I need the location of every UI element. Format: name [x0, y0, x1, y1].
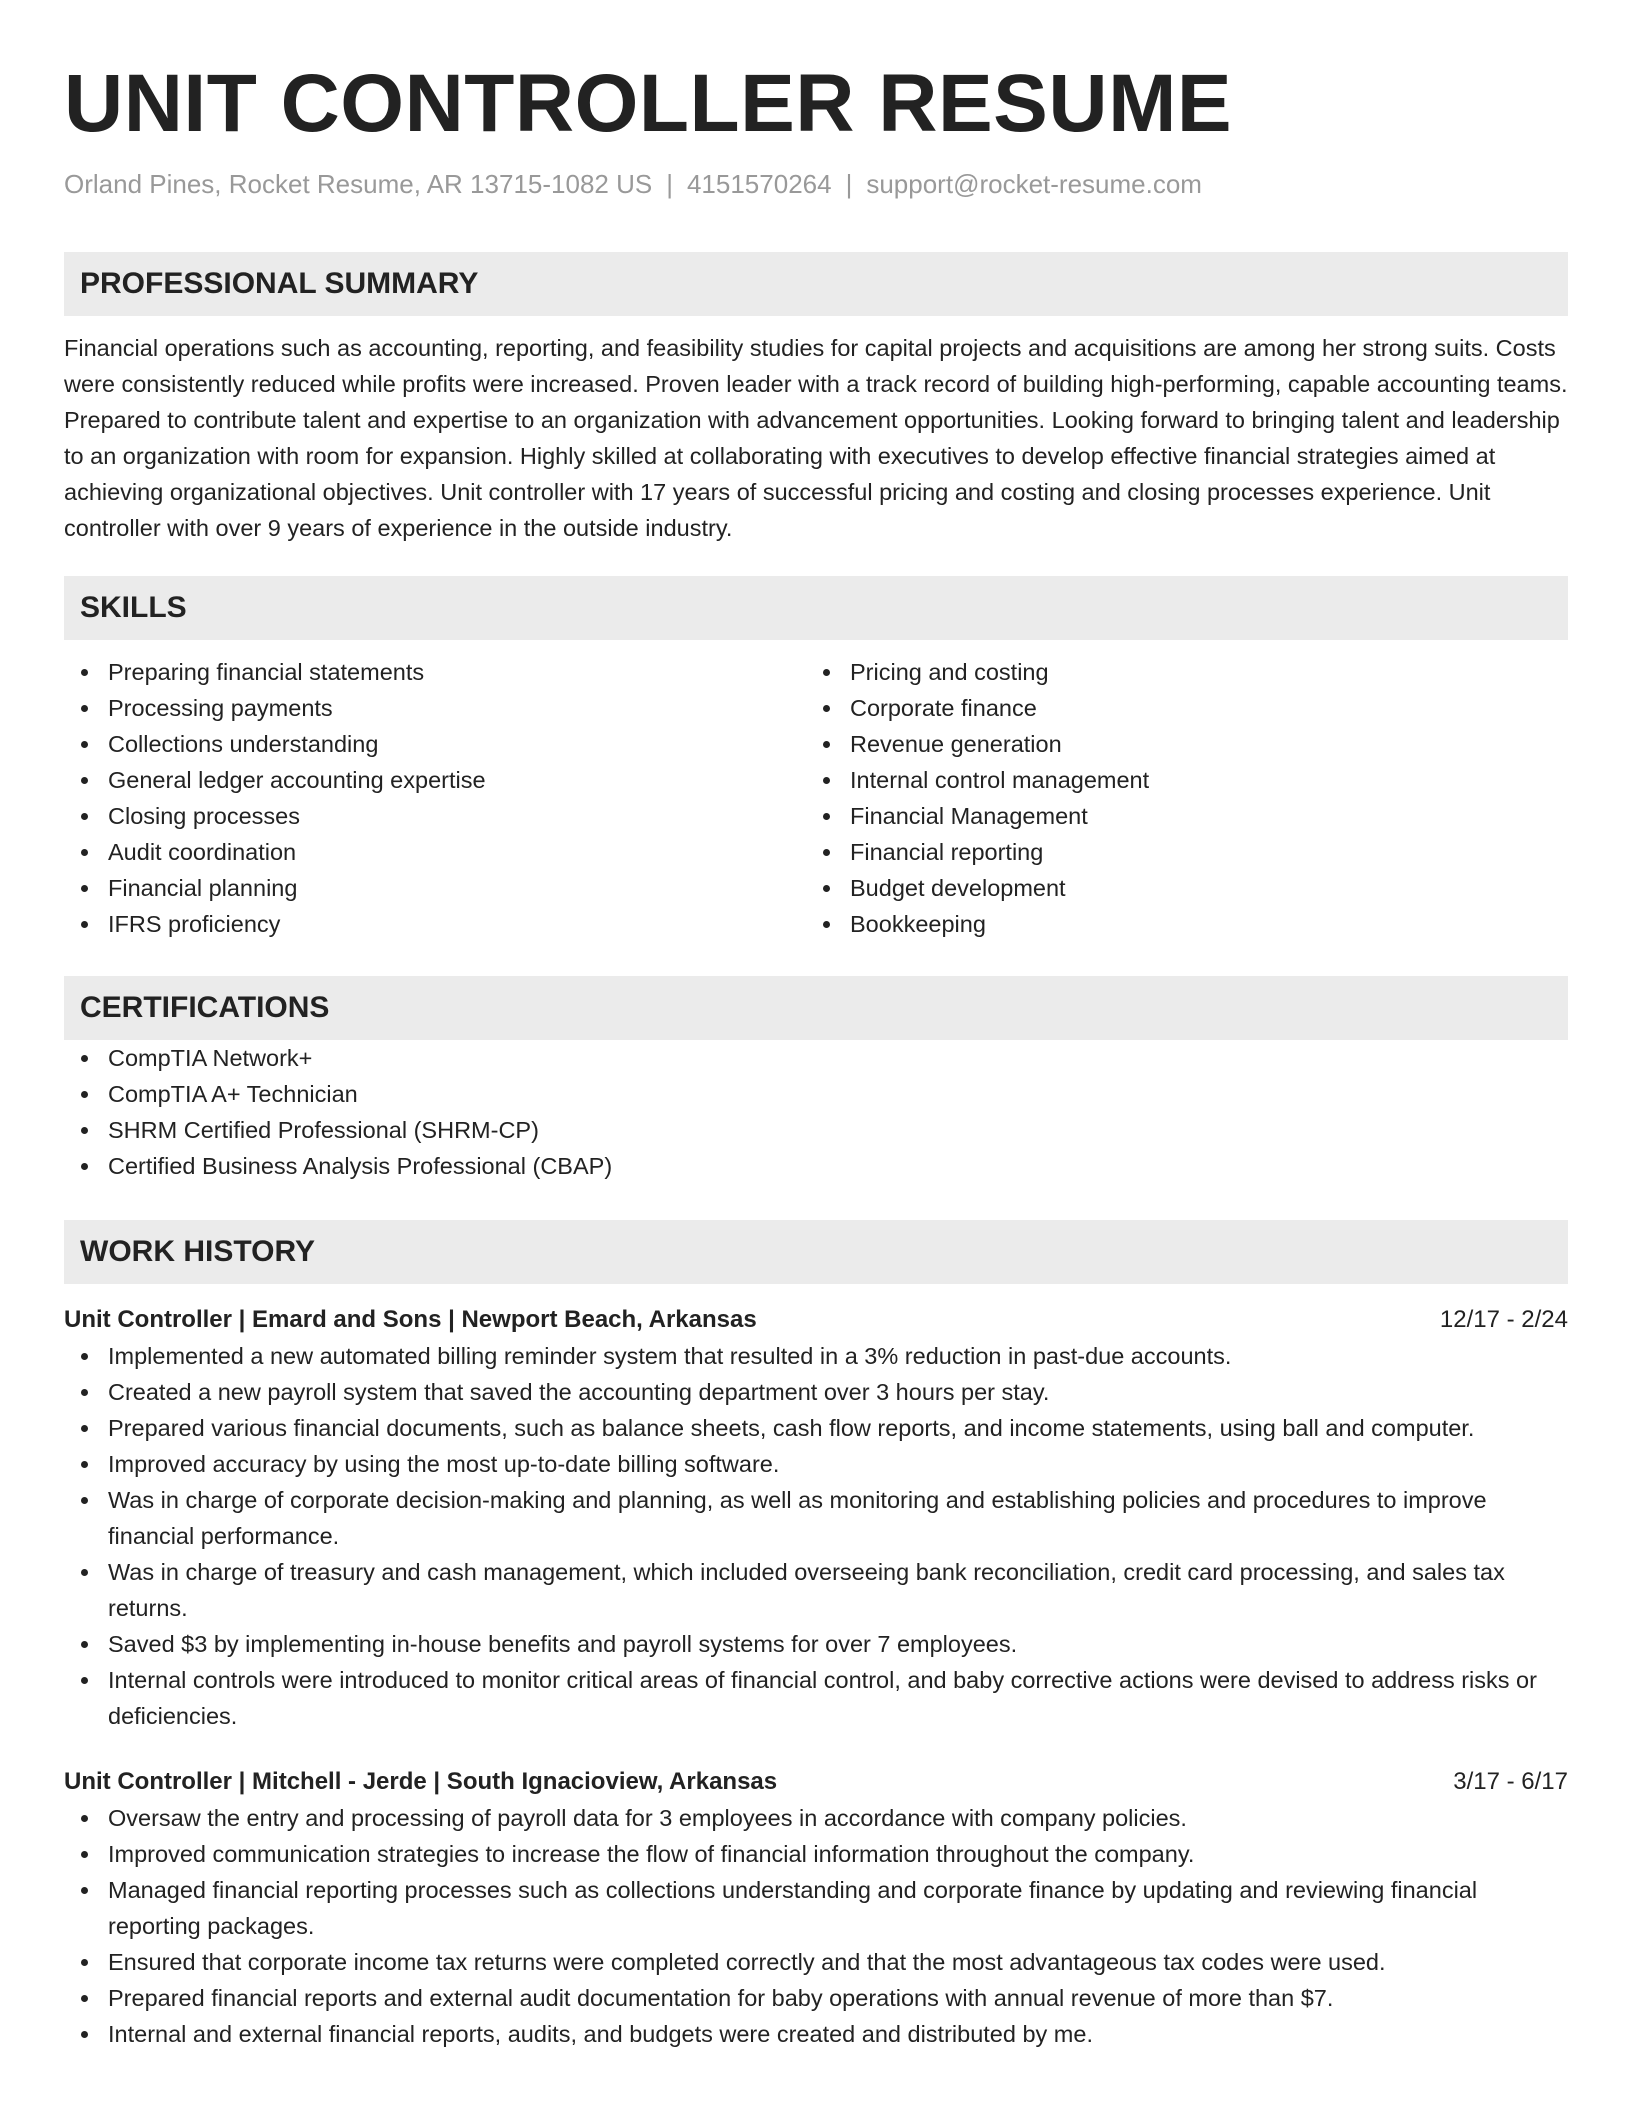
job-bullet: Prepared financial reports and external audit documentation for baby operations with annual revenue of more than $7. — [64, 1980, 1568, 2016]
job-entry — [64, 1302, 1568, 1734]
skill-item: Bookkeeping — [806, 906, 1548, 942]
contact-email: support@rocket-resume.com — [866, 169, 1202, 199]
job-header — [64, 1764, 1568, 1800]
job-title: Unit Controller | Mitchell - Jerde | South Ignacioview, Arkansas — [64, 1768, 778, 1795]
job-bullet: Internal controls were introduced to monitor critical areas of financial control, and baby corrective actions were devised to address risks or deficiencies. — [64, 1662, 1568, 1734]
resume-title: UNIT CONTROLLER RESUME — [64, 58, 1233, 149]
certifications-heading: CERTIFICATIONS — [64, 976, 1568, 1040]
skill-item: Preparing financial statements — [64, 654, 806, 690]
contact-address: Orland Pines, Rocket Resume, AR 13715-1082 US — [64, 169, 653, 199]
skill-item: Processing payments — [64, 690, 806, 726]
job-bullet: Internal and external financial reports, audits, and budgets were created and distributed by me. — [64, 2016, 1568, 2052]
skills-heading: SKILLS — [64, 576, 1568, 640]
job-bullet: Was in charge of treasury and cash management, which included overseeing bank reconciliation, credit card processing, and sales tax returns. — [64, 1554, 1568, 1626]
skills-column-right — [806, 654, 1548, 942]
skill-item: Internal control management — [806, 762, 1548, 798]
job-bullet: Prepared various financial documents, such as balance sheets, cash flow reports, and income statements, using ball and computer. — [64, 1410, 1568, 1446]
job-bullet: Ensured that corporate income tax returns were completed correctly and that the most advantageous tax codes were used. — [64, 1944, 1568, 1980]
skill-item: IFRS proficiency — [64, 906, 806, 942]
skill-item: Financial reporting — [806, 834, 1548, 870]
skill-item: Corporate finance — [806, 690, 1548, 726]
job-title: Unit Controller | Emard and Sons | Newport Beach, Arkansas — [64, 1306, 757, 1333]
contact-phone: 4151570264 — [686, 169, 832, 199]
job-dates: 12/17 - 2/24 — [1439, 1306, 1568, 1333]
job-bullet: Improved communication strategies to increase the flow of financial information throughout the company. — [64, 1836, 1568, 1872]
job-bullet: Oversaw the entry and processing of payroll data for 3 employees in accordance with company policies. — [64, 1800, 1568, 1836]
job-bullet: Improved accuracy by using the most up-to-date billing software. — [64, 1446, 1568, 1482]
skills-grid — [64, 654, 1568, 942]
skill-item: General ledger accounting expertise — [64, 762, 806, 798]
job-entry — [64, 1764, 1568, 2052]
summary-text: Financial operations such as accounting, reporting, and feasibility studies for capital projects and acquisitions are among her strong suits. Costs were consistently reduced while profits were increased. Proven leader with a track record of building high-performing, capable accounting teams. Prepared to contribute talent and expertise to an organization with advancement opportunities. Looking forward to bringing talent and leadership to an organization with room for expansion. Highly skilled at collaborating with executives to develop effective financial strategies aimed at achieving organizational objectives. Unit controller with 17 years of successful pricing and costing and closing processes experience. Unit controller with over 9 years of experience in the outside industry. — [64, 335, 1568, 541]
skill-item: Financial planning — [64, 870, 806, 906]
contact-line — [64, 166, 1568, 202]
summary-heading: PROFESSIONAL SUMMARY — [64, 252, 1568, 316]
job-bullet: Created a new payroll system that saved the accounting department over 3 hours per stay. — [64, 1374, 1568, 1410]
certification-item: Certified Business Analysis Professional (CBAP) — [64, 1148, 1568, 1184]
certifications-list — [64, 1040, 1568, 1184]
job-dates: 3/17 - 6/17 — [1453, 1768, 1568, 1795]
skills-column-left — [64, 654, 806, 942]
contact-separator: | — [845, 169, 853, 199]
skill-item: Collections understanding — [64, 726, 806, 762]
certification-item: CompTIA A+ Technician — [64, 1076, 1568, 1112]
job-bullet: Was in charge of corporate decision-making and planning, as well as monitoring and establishing policies and procedures to improve financial performance. — [64, 1482, 1568, 1554]
contact-separator: | — [666, 169, 673, 199]
job-header — [64, 1302, 1568, 1338]
skill-item: Financial Management — [806, 798, 1548, 834]
job-bullet: Managed financial reporting processes such as collections understanding and corporate finance by updating and reviewing financial reporting packages. — [64, 1872, 1568, 1944]
skill-item: Revenue generation — [806, 726, 1548, 762]
certification-item: CompTIA Network+ — [64, 1040, 1568, 1076]
job-bullets — [64, 1800, 1568, 2052]
certification-item: SHRM Certified Professional (SHRM-CP) — [64, 1112, 1568, 1148]
skill-item: Pricing and costing — [806, 654, 1548, 690]
job-bullet: Saved $3 by implementing in-house benefits and payroll systems for over 7 employees. — [64, 1626, 1568, 1662]
skill-item: Closing processes — [64, 798, 806, 834]
skill-item: Audit coordination — [64, 834, 806, 870]
work-history-heading: WORK HISTORY — [64, 1220, 1568, 1284]
job-bullet: Implemented a new automated billing reminder system that resulted in a 3% reduction in past-due accounts. — [64, 1338, 1568, 1374]
job-bullets — [64, 1338, 1568, 1734]
skill-item: Budget development — [806, 870, 1548, 906]
